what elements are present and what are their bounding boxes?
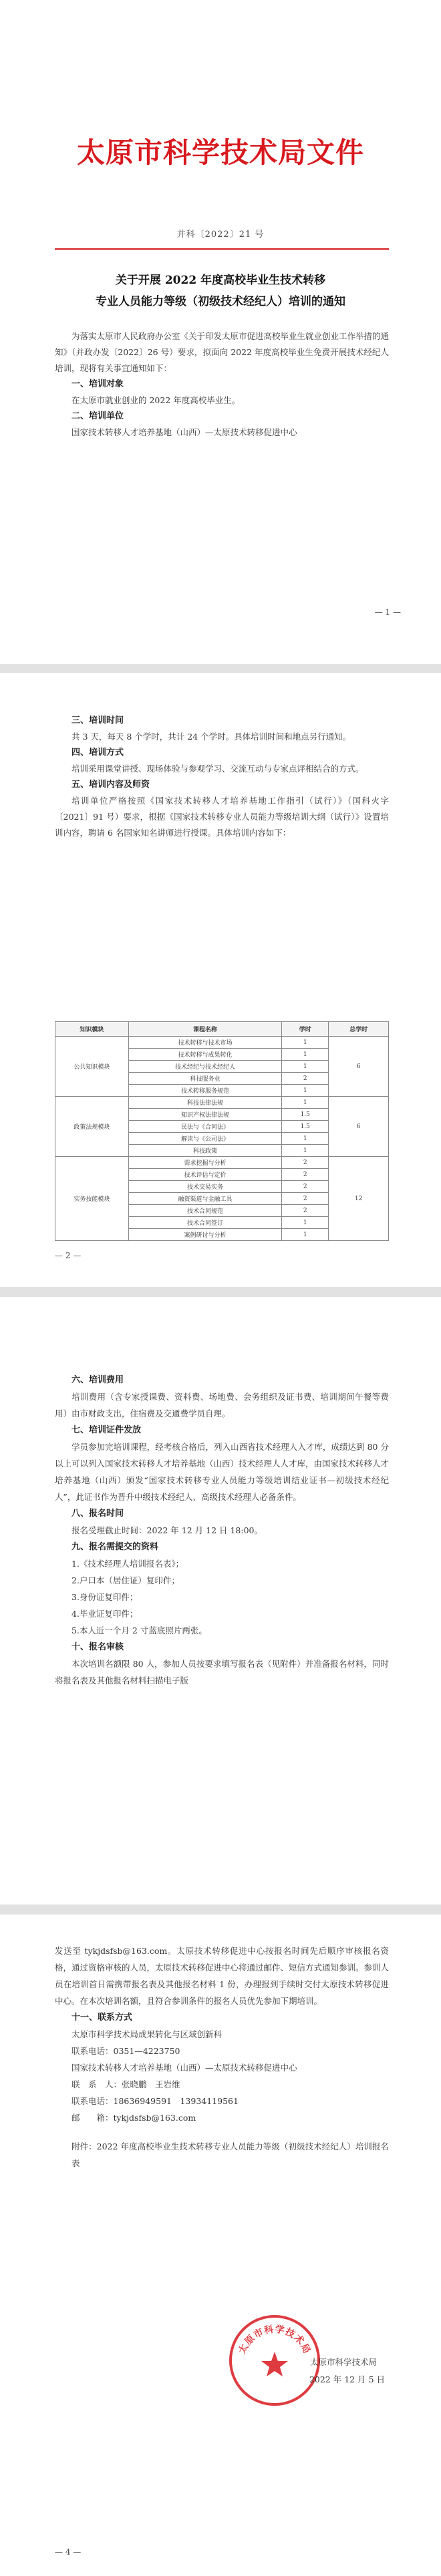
page2-body [55,713,389,841]
course-hours-cell: 1 [282,1229,329,1241]
contact-line: 邮 箱：tykjdsfsb@163.com [71,2113,196,2123]
list-item: 2.户口本（居住证）复印件； [71,1575,180,1585]
page1-body [55,328,389,441]
course-hours-cell: 2 [282,1073,329,1085]
course-name-cell: 案例研讨与分析 [128,1229,282,1241]
module-name-cell: 实务技能模块 [55,1157,129,1241]
seal-text: 太原市科学技术局 [237,2324,313,2356]
table-header-cell: 课程名称 [128,1022,282,1037]
module-total-cell: 6 [329,1097,389,1157]
course-hours-cell: 2 [282,1193,329,1205]
page-1 [0,0,441,664]
course-name-cell: 科技法律法规 [128,1097,282,1109]
svg-text:太原市科学技术局 [237,2324,313,2356]
list-item: 4.毕业证复印件； [71,1609,138,1619]
contact-line: 国家技术转移人才培养基地（山西）—太原技术转移促进中心 [71,2063,297,2073]
course-name-cell: 科技政策 [128,1145,282,1157]
course-name-cell: 技术合同规范 [128,1205,282,1217]
list-item: 3.身份证复印件； [71,1592,138,1602]
list-item: 1.《技术经理人培训报名表》； [71,1559,184,1569]
paragraph: 本次培训名额限 80 人，参加人员按要求填写报名表（见附件）并准备报名材料，同时将报名表及其他报名材料扫描电子版 [55,1659,389,1686]
section-heading: 四、培训方式 [71,748,124,758]
course-name-cell: 解读与《公司法》 [128,1133,282,1145]
course-name-cell: 技术评估与定价 [128,1169,282,1181]
course-hours-cell: 1 [282,1097,329,1109]
section-heading: 十、报名审核 [71,1642,124,1652]
course-hours-cell: 1 [282,1049,329,1061]
table-row [55,1037,389,1049]
section-heading: 六、培训费用 [71,1375,124,1385]
paragraph: 发送至 tykjdsfsb@163.com。太原技术转移促进中心按报名时间先后顺序审核报名资格，通过资格审核的人员，太原技术转移促进中心将通过邮件、短信方式通知参训。参训人员在培训首日需携带报名表及其他报名材料 1 份，办理报到手续时交付太原技术转移促进中心。在本次培训名额，且符合参训条件的报名人员优先参加下期培训。 [55,1946,390,2006]
section-heading: 一、培训对象 [71,379,124,389]
course-hours-cell: 1 [282,1145,329,1157]
course-hours-cell: 1.5 [282,1109,329,1121]
course-name-cell: 技术转移与成果转化 [128,1049,282,1061]
table-header-cell: 总学时 [329,1022,389,1037]
page-3 [0,1297,441,1904]
page-number: — 4 — [55,2547,82,2557]
contact-line: 联系电话：0351—4223750 [71,2046,180,2056]
course-hours-cell: 2 [282,1181,329,1193]
section-heading: 三、培训时间 [71,716,124,726]
course-name-cell: 知识产权法律法规 [128,1109,282,1121]
section-heading: 二、培训单位 [71,411,124,421]
course-name-cell: 需求挖掘与分析 [128,1157,282,1169]
page-2 [0,673,441,1287]
course-hours-cell: 1 [282,1037,329,1049]
page-gap [0,664,441,673]
table-header-cell: 学时 [282,1022,329,1037]
contact-line: 太原市科学技术局成果转化与区域创新科 [71,2029,223,2039]
table-header-row [55,1022,389,1037]
notice-title-line1: 关于开展 2022 年度高校毕业生技术转移 [115,274,326,287]
course-hours-cell: 2 [282,1205,329,1217]
course-name-cell: 技术经纪与技术经纪人 [128,1061,282,1073]
module-total-cell: 12 [329,1157,389,1241]
section-heading: 八、报名时间 [71,1509,124,1519]
section-heading: 九、报名需提交的资料 [71,1542,159,1552]
intro-paragraph: 为落实太原市人民政府办公室《关于印发太原市促进高校毕业生就业创业工作举措的通知》（并政办发〔2022〕26 号）要求，拟面向 2022 年度高校毕业生免费开展技术经纪人培训，现将有关事宜通知如下： [55,331,390,373]
module-name-cell: 公共知识模块 [55,1037,129,1097]
course-hours-cell: 1 [282,1217,329,1229]
paragraph: 培训单位严格按照《国家技术转移人才培养基地工作指引（试行）》（国科火字〔2021〕91 号）要求，根据《国家技术转移专业人员能力等级培训大纲（试行）》设置培训内容，聘请 6 名国家知名讲师进行授课。具体培训内容如下： [55,796,389,838]
course-hours-cell: 2 [282,1169,329,1181]
paragraph: 培训费用（含专家授课费、资料费、场地费、会务组织及证书费、培训期间午餐等费用）由市财政支出，住宿费及交通费学员自理。 [55,1392,389,1419]
course-name-cell: 科技服务业 [128,1073,282,1085]
course-hours-cell: 1 [282,1133,329,1145]
course-name-cell: 融资渠道与金融工具 [128,1193,282,1205]
course-hours-cell: 2 [282,1157,329,1169]
contact-line: 联系电话：18636949591 13934119561 [71,2096,239,2106]
course-name-cell: 技术转移与技术市场 [128,1037,282,1049]
notice-title-line2: 专业人员能力等级（初级技术经纪人）培训的通知 [96,295,345,308]
page-number: — 2 — [55,1251,82,1260]
page-gap [0,1287,441,1297]
document-number: 并科〔2022〕21 号 [176,230,265,240]
course-name-cell: 民法与《合同法》 [128,1121,282,1133]
table-header-cell: 知识模块 [55,1022,129,1037]
section-heading: 七、培训证件发放 [71,1425,142,1435]
course-table [55,1021,389,1241]
section-heading: 五、培训内容及师资 [71,780,150,790]
page3-body [55,1372,389,1689]
attachment-note: 附件：2022 年度高校毕业生技术转移专业人员能力等级（初级技术经纪人）培训报名表 [71,2141,389,2168]
issue-date: 2022 年 12 月 5 日 [309,2374,385,2384]
page-4 [0,1914,441,2576]
course-hours-cell: 1.5 [282,1121,329,1133]
contact-line: 联 系 人：张晓鹏 王岩维 [71,2079,180,2089]
paragraph: 培训采用课堂讲授、现场体验与参观学习、交流互动与专家点评相结合的方式。 [71,764,364,774]
course-name-cell: 技术转移服务规范 [128,1085,282,1097]
module-name-cell: 政策法规模块 [55,1097,129,1157]
page-gap [0,1904,441,1914]
paragraph: 报名受理截止时间：2022 年 12 月 12 日 18:00。 [71,1525,263,1535]
module-total-cell: 6 [329,1037,389,1097]
table-row [55,1157,389,1169]
paragraph: 在太原市就业创业的 2022 年度高校毕业生。 [71,395,241,405]
paragraph: 共 3 天，每天 8 个学时，共计 24 个学时。具体培训时间和地点另行通知。 [71,732,351,742]
paragraph: 学员参加完培训课程，经考核合格后，列入山西省技术经理人入才库，成绩达到 80 分以上可以列入国家技术转移人才培养基地（山西）技术经理人人才库，由国家技术转移人才培养基地（山西）颁发“国家技术转移专业人员能力等级培训结业证书—初级技术经纪人”，此证书作为晋升中级技术经纪人、高级技术经理人必备条件。 [55,1442,390,1502]
course-hours-cell: 1 [282,1085,329,1097]
notice-title [47,270,394,312]
table-row [55,1097,389,1109]
issuer-block [220,2354,394,2388]
course-name-cell: 技术交易实务 [128,1181,282,1193]
org-title: 太原市科学技术局文件 [76,136,364,169]
red-divider [55,248,389,250]
page-number: — 1 — [374,607,401,617]
section-heading: 十一、联系方式 [71,2013,133,2023]
course-name-cell: 技术合同签订 [128,1217,282,1229]
course-hours-cell: 1 [282,1061,329,1073]
list-item: 5.本人近一个月 2 寸蓝底照片两张。 [71,1625,207,1635]
issuer-name: 太原市科学技术局 [309,2357,377,2367]
page4-body [55,1943,389,2171]
paragraph: 国家技术转移人才培养基地（山西）—太原技术转移促进中心 [71,427,297,437]
